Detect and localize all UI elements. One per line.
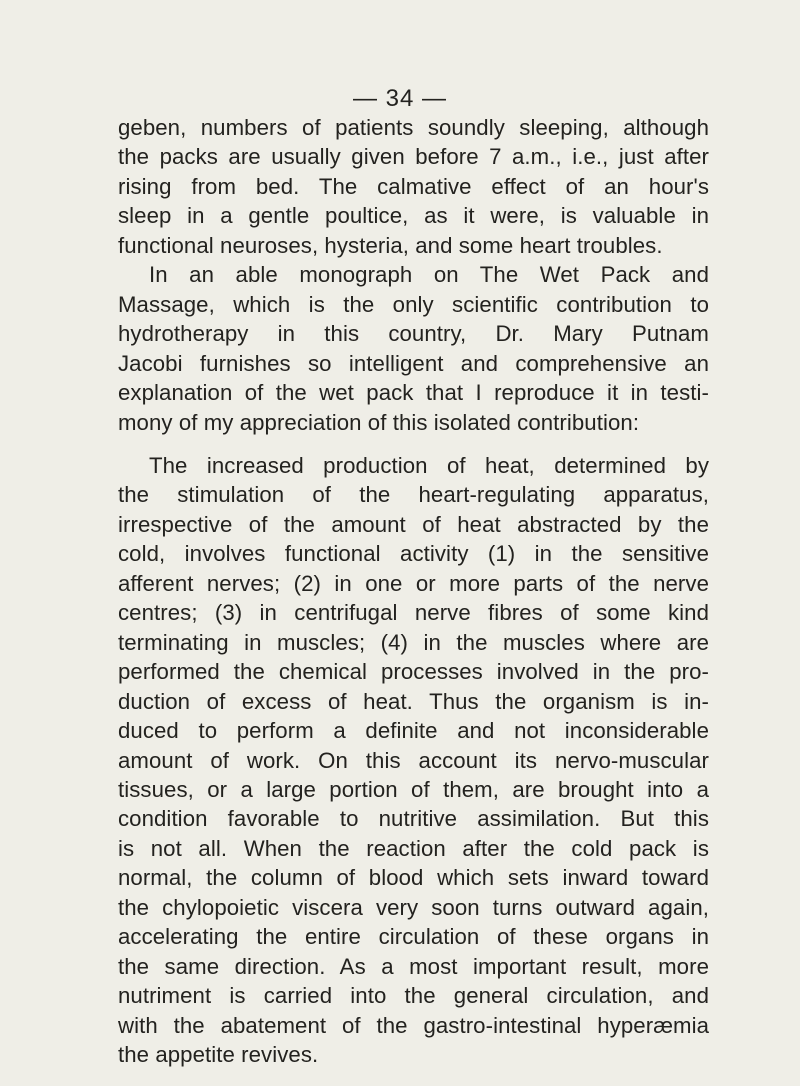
text-line: the chylopoietic viscera very soon turns outward again,: [118, 894, 709, 920]
text-line: geben, numbers of patients soundly sleeping, although: [118, 115, 709, 140]
text-line: terminating in muscles; (4) in the muscles where are: [118, 629, 709, 655]
text-line: is not all. When the reaction after the cold pack is: [118, 835, 709, 861]
text-line: condition favorable to nutritive assimilation. But this: [118, 806, 709, 832]
text-line: irrespective of the amount of heat abstracted by the: [118, 511, 709, 537]
text-line: The increased production of heat, determined by: [149, 452, 709, 478]
text-line: the packs are usually given before 7 a.m., i.e., just after: [118, 144, 709, 170]
text-line: normal, the column of blood which sets inward toward: [118, 865, 709, 891]
text-line: Massage, which is the only scientific contribution to: [118, 291, 709, 317]
text-line: afferent nerves; (2) in one or more parts of the nerve: [118, 570, 709, 596]
text-line: centres; (3) in centrifugal nerve fibres of some kind: [118, 600, 709, 626]
text-line: explanation of the wet pack that I reproduce it in testi-: [118, 380, 709, 406]
text-line: performed the chemical processes involved in the pro-: [118, 659, 709, 685]
text-line: duction of excess of heat. Thus the organism is in-: [118, 688, 709, 714]
text-line: the appetite revives.: [118, 1042, 319, 1068]
text-line: rising from bed. The calmative effect of an hour's: [118, 173, 709, 199]
text-line: In an able monograph on The Wet Pack and: [149, 262, 709, 288]
text-line: tissues, or a large portion of them, are brought into a: [118, 776, 709, 802]
text-line: mony of my appreciation of this isolated contribution:: [118, 409, 640, 435]
text-line: duced to perform a definite and not inconsiderable: [118, 718, 709, 744]
text-line: sleep in a gentle poultice, as it were, is valuable in: [118, 203, 709, 229]
text-line: hydrotherapy in this country, Dr. Mary Putnam: [118, 321, 709, 347]
text-line: cold, involves functional activity (1) in the sensitive: [118, 541, 709, 567]
page-number: — 34 —: [352, 85, 448, 112]
text-line: functional neuroses, hysteria, and some heart troubles.: [118, 232, 663, 258]
text-line: amount of work. On this account its nervo-muscular: [118, 747, 709, 773]
text-line: Jacobi furnishes so intelligent and comprehensive an: [118, 350, 709, 376]
text-line: accelerating the entire circulation of these organs in: [118, 924, 709, 950]
text-line: the same direction. As a most important result, more: [118, 953, 709, 979]
text-line: the stimulation of the heart-regulating apparatus,: [118, 482, 709, 508]
text-line: with the abatement of the gastro-intestinal hyperæmia: [118, 1012, 709, 1038]
text-line: nutriment is carried into the general circulation, and: [118, 983, 709, 1009]
body-text: [118, 113, 709, 1070]
